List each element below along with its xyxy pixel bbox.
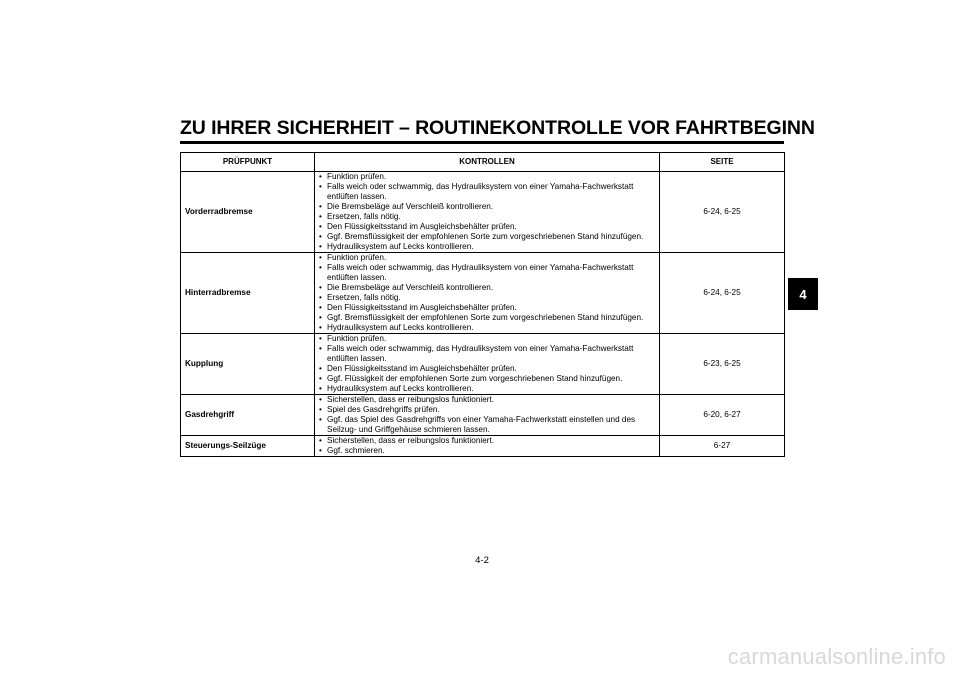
- check-list-item: • Die Bremsbeläge auf Verschleiß kontrollieren.: [319, 283, 655, 293]
- page-reference: 6-27: [660, 436, 785, 457]
- check-list: [319, 395, 655, 435]
- column-header-checks: KONTROLLEN: [315, 153, 660, 172]
- check-instructions: [315, 395, 660, 436]
- check-list-item: • Ggf. das Spiel des Gasdrehgriffs von einer Yamaha-Fachwerkstatt einstellen und des Seilzug- und Griffgehäuse schmieren lassen.: [319, 415, 655, 435]
- check-list-item: • Hydrauliksystem auf Lecks kontrollieren.: [319, 242, 655, 252]
- check-item: Hinterradbremse: [181, 253, 315, 334]
- table-row: [181, 172, 785, 253]
- table-row: [181, 395, 785, 436]
- page-number: 4-2: [475, 555, 489, 566]
- watermark: carmanualsonline.info: [727, 644, 946, 669]
- check-list-item: • Ggf. Flüssigkeit der empfohlenen Sorte zum vorgeschriebenen Stand hinzufügen.: [319, 374, 655, 384]
- table-row: [181, 334, 785, 395]
- check-list-item: • Falls weich oder schwammig, das Hydrauliksystem von einer Yamaha-Fachwerkstatt entlüften lassen.: [319, 263, 655, 283]
- page-title: ZU IHRER SICHERHEIT – ROUTINEKONTROLLE VOR FAHRTBEGINN: [180, 117, 815, 139]
- page-reference: 6-20, 6-27: [660, 395, 785, 436]
- check-item: Steuerungs-Seilzüge: [181, 436, 315, 457]
- table-row: [181, 253, 785, 334]
- check-item: Vorderradbremse: [181, 172, 315, 253]
- check-list: [319, 436, 655, 456]
- check-list-item: • Den Flüssigkeitsstand im Ausgleichsbehälter prüfen.: [319, 364, 655, 374]
- check-list-item: • Falls weich oder schwammig, das Hydrauliksystem von einer Yamaha-Fachwerkstatt entlüften lassen.: [319, 344, 655, 364]
- check-list-item: • Ggf. Bremsflüssigkeit der empfohlenen Sorte zum vorgeschriebenen Stand hinzufügen.: [319, 232, 655, 242]
- check-list-item: • Ersetzen, falls nötig.: [319, 293, 655, 303]
- check-list: [319, 253, 655, 333]
- check-list-item: • Funktion prüfen.: [319, 253, 655, 263]
- check-list-item: • Ersetzen, falls nötig.: [319, 212, 655, 222]
- check-list-item: • Ggf. schmieren.: [319, 446, 655, 456]
- check-instructions: [315, 253, 660, 334]
- check-list-item: • Ggf. Bremsflüssigkeit der empfohlenen Sorte zum vorgeschriebenen Stand hinzufügen.: [319, 313, 655, 323]
- page-reference: 6-23, 6-25: [660, 334, 785, 395]
- check-list-item: • Spiel des Gasdrehgriffs prüfen.: [319, 405, 655, 415]
- check-instructions: [315, 172, 660, 253]
- check-list-item: • Sicherstellen, dass er reibungslos funktioniert.: [319, 395, 655, 405]
- check-list-item: • Die Bremsbeläge auf Verschleiß kontrollieren.: [319, 202, 655, 212]
- check-list: [319, 172, 655, 252]
- table-row: [181, 436, 785, 457]
- check-list-item: • Den Flüssigkeitsstand im Ausgleichsbehälter prüfen.: [319, 303, 655, 313]
- chapter-tab: 4: [788, 278, 818, 310]
- check-item: Gasdrehgriff: [181, 395, 315, 436]
- column-header-page: SEITE: [660, 153, 785, 172]
- check-list: [319, 334, 655, 394]
- page-reference: 6-24, 6-25: [660, 172, 785, 253]
- check-list-item: • Sicherstellen, dass er reibungslos funktioniert.: [319, 436, 655, 446]
- check-list-item: • Hydrauliksystem auf Lecks kontrollieren.: [319, 384, 655, 394]
- title-underline: [180, 141, 784, 144]
- column-header-item: PRÜFPUNKT: [181, 153, 315, 172]
- check-instructions: [315, 334, 660, 395]
- page-reference: 6-24, 6-25: [660, 253, 785, 334]
- table-header-row: [181, 153, 785, 172]
- table-body: [181, 172, 785, 457]
- check-list-item: • Funktion prüfen.: [319, 334, 655, 344]
- check-list-item: • Den Flüssigkeitsstand im Ausgleichsbehälter prüfen.: [319, 222, 655, 232]
- check-list-item: • Falls weich oder schwammig, das Hydrauliksystem von einer Yamaha-Fachwerkstatt entlüften lassen.: [319, 182, 655, 202]
- pre-ride-checklist-table: [180, 152, 785, 457]
- check-instructions: [315, 436, 660, 457]
- check-item: Kupplung: [181, 334, 315, 395]
- check-list-item: • Hydrauliksystem auf Lecks kontrollieren.: [319, 323, 655, 333]
- check-list-item: • Funktion prüfen.: [319, 172, 655, 182]
